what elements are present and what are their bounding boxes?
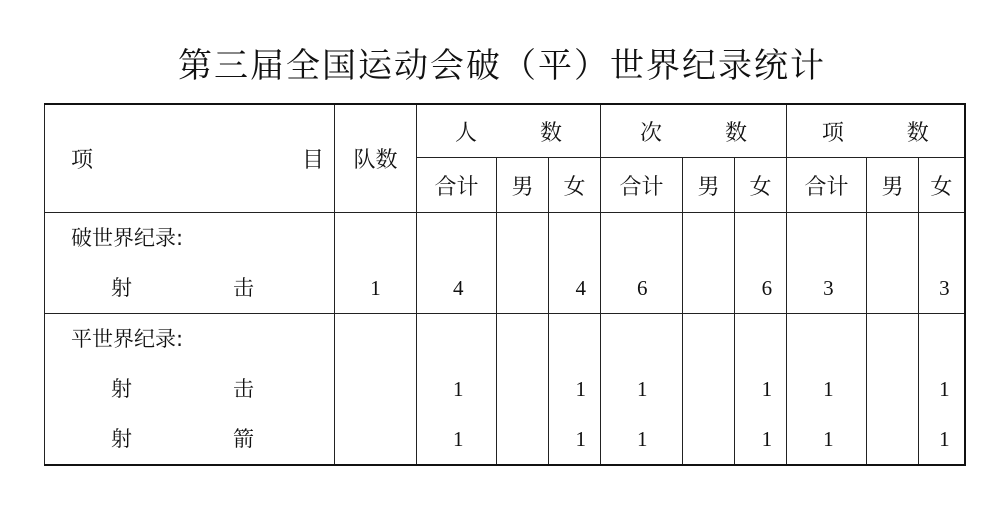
- people-male-header: 男: [497, 158, 549, 213]
- sport-char-b: 击: [233, 377, 254, 401]
- document-title: 第三届全国运动会破（平）世界纪录统计: [178, 46, 826, 86]
- people-count-header: 人 数: [417, 104, 601, 158]
- teams-value: [335, 364, 416, 414]
- items-male-value: [867, 414, 918, 464]
- teams-header: 队数: [335, 104, 417, 213]
- teams-value: 1: [370, 276, 381, 300]
- people-female-value: 1: [575, 377, 587, 401]
- sport-label: [45, 414, 334, 464]
- section-label-cell: [45, 213, 335, 314]
- times-total-cell: [601, 314, 683, 466]
- times-male-cell: [683, 314, 735, 466]
- sport-char-a: 射: [111, 377, 132, 401]
- teams-cell: [335, 314, 417, 466]
- items-female-cell: [919, 314, 965, 466]
- items-female-header: 女: [919, 158, 965, 213]
- items-count-header: 项 数: [787, 104, 965, 158]
- items-total-value: 1: [823, 377, 834, 401]
- people-female-header: 女: [549, 158, 601, 213]
- records-table: [44, 103, 966, 466]
- items-total-value: 1: [823, 427, 834, 451]
- times-male-cell: [683, 213, 735, 314]
- items-male-value: [867, 263, 918, 313]
- section-equal-records: [45, 314, 965, 466]
- category-label: 破世界纪录:: [71, 226, 184, 250]
- times-female-header: 女: [735, 158, 787, 213]
- people-total-value: 1: [453, 427, 464, 451]
- people-male-cell: [497, 314, 549, 466]
- section-label-cell: [45, 314, 335, 466]
- times-female-value: 1: [761, 377, 773, 401]
- people-total-header: 合计: [417, 158, 497, 213]
- items-female-cell: [919, 213, 965, 314]
- people-total-cell: [417, 314, 497, 466]
- items-female-value: 1: [939, 377, 950, 401]
- people-female-value: 1: [575, 427, 587, 451]
- sport-char-b: 箭: [233, 427, 254, 451]
- sport-char-a: 射: [111, 427, 132, 451]
- people-male-value: [497, 263, 548, 313]
- times-male-value: [683, 364, 734, 414]
- sport-char-a: 射: [111, 276, 132, 300]
- header-row-groups: [45, 104, 965, 158]
- times-male-value: [683, 263, 734, 313]
- items-male-cell: [867, 314, 919, 466]
- items-total-cell: [787, 213, 867, 314]
- item-header-right: 目: [301, 148, 324, 173]
- times-female-cell: [735, 213, 787, 314]
- times-count-header: 次 数: [601, 104, 787, 158]
- items-male-header: 男: [867, 158, 919, 213]
- times-female-value: 6: [761, 276, 773, 300]
- times-total-value: 6: [637, 276, 648, 300]
- times-total-cell: [601, 213, 683, 314]
- items-total-cell: [787, 314, 867, 466]
- items-male-cell: [867, 213, 919, 314]
- people-male-cell: [497, 213, 549, 314]
- times-male-value: [683, 414, 734, 464]
- people-total-value: 1: [453, 377, 464, 401]
- times-total-value: 1: [637, 427, 648, 451]
- teams-cell: [335, 213, 417, 314]
- sport-char-b: 击: [233, 276, 254, 300]
- times-female-cell: [735, 314, 787, 466]
- people-female-cell: [549, 314, 601, 466]
- sport-label: [45, 364, 334, 414]
- sport-label: [45, 263, 334, 313]
- teams-value: [335, 414, 416, 464]
- items-female-value: 3: [939, 276, 950, 300]
- people-female-value: 4: [575, 276, 587, 300]
- items-female-value: 1: [939, 427, 950, 451]
- category-label: 平世界纪录:: [71, 327, 184, 351]
- times-total-value: 1: [637, 377, 648, 401]
- people-male-value: [497, 414, 548, 464]
- section-break-records: [45, 213, 965, 314]
- people-female-cell: [549, 213, 601, 314]
- people-total-cell: [417, 213, 497, 314]
- items-total-value: 3: [823, 276, 834, 300]
- item-header: [45, 104, 335, 213]
- items-male-value: [867, 364, 918, 414]
- times-female-value: 1: [761, 427, 773, 451]
- times-total-header: 合计: [601, 158, 683, 213]
- people-total-value: 4: [453, 276, 464, 300]
- item-header-left: 项: [71, 148, 94, 173]
- people-male-value: [497, 364, 548, 414]
- times-male-header: 男: [683, 158, 735, 213]
- items-total-header: 合计: [787, 158, 867, 213]
